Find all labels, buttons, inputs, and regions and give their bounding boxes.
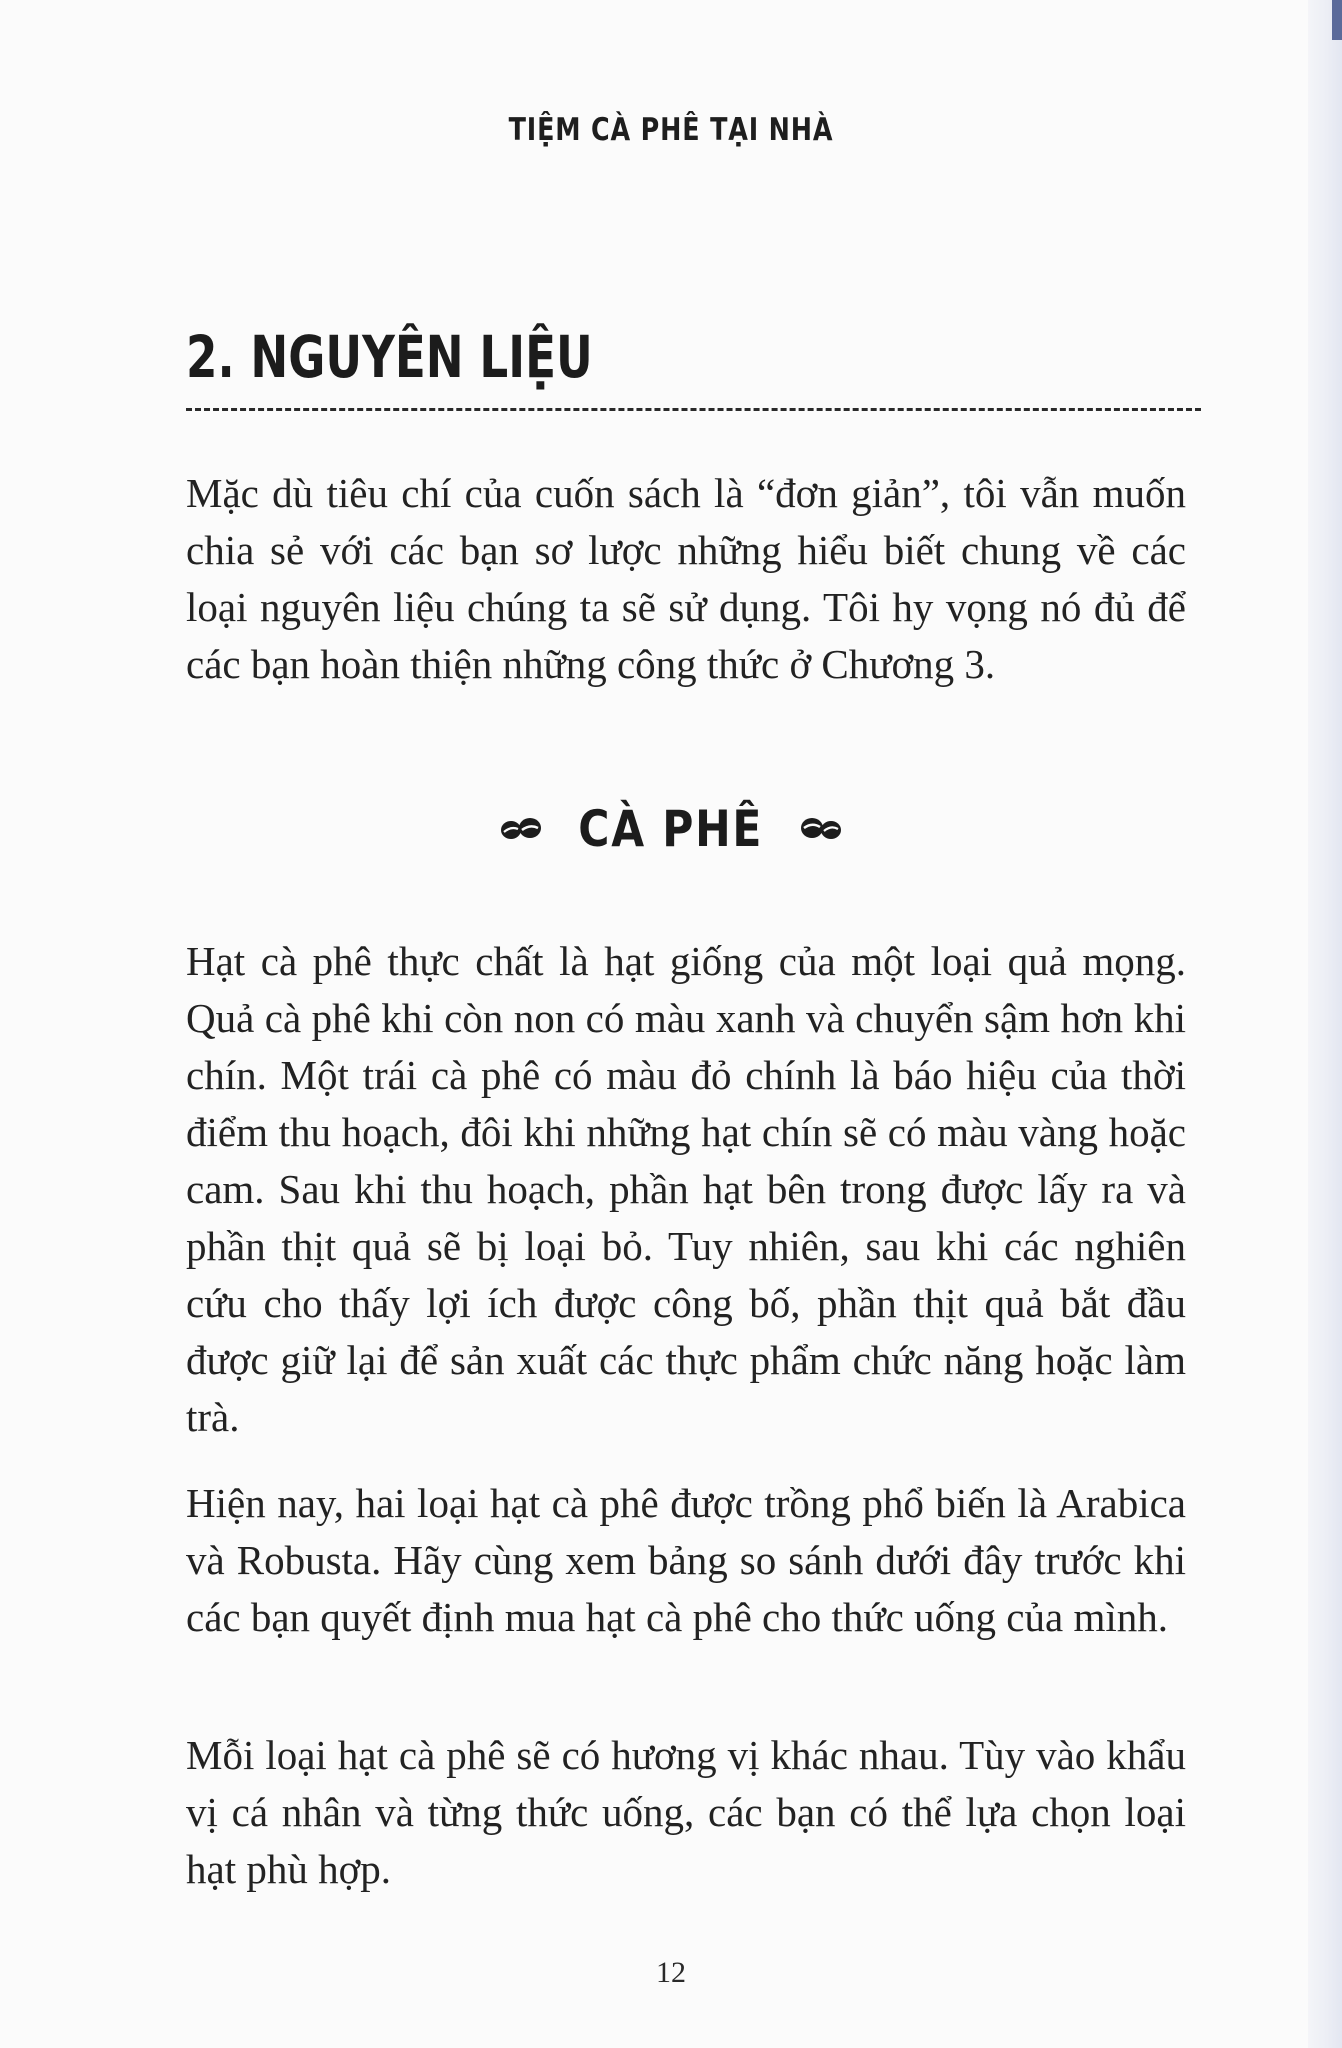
page-edge-shadow — [1308, 0, 1342, 2048]
coffee-bean-icon — [500, 816, 542, 842]
body-paragraph: Hạt cà phê thực chất là hạt giống của một loại quả mọng. Quả cà phê khi còn non có màu xanh và chuyển sậm hơn khi chín. Một trái cà phê có màu đỏ chính là báo hiệu của thời điểm thu hoạch, đôi khi những hạt chín sẽ có màu vàng hoặc cam. Sau khi thu hoạch, phần hạt bên trong được lấy ra và phần thịt quả sẽ bị loại bỏ. Tuy nhiên, sau khi các nghiên cứu cho thấy lợi ích được công bố, phần thịt quả bắt đầu được giữ lại để sản xuất các thực phẩm chức năng hoặc làm trà. — [186, 938, 1186, 1440]
coffee-bean-icon — [800, 816, 842, 842]
page-number: 12 — [656, 1956, 686, 1989]
subheading-coffee — [0, 800, 1342, 858]
body-paragraph: Hiện nay, hai loại hạt cà phê được trồng phổ biến là Arabica và Robusta. Hãy cùng xem bảng so sánh dưới đây trước khi các bạn quyết định mua hạt cà phê cho thức uống của mình. — [186, 1480, 1186, 1640]
dashed-divider — [186, 408, 1201, 411]
subheading-title: CÀ PHÊ — [578, 800, 764, 858]
body-paragraph: Mỗi loại hạt cà phê sẽ có hương vị khác nhau. Tùy vào khẩu vị cá nhân và từng thức uống, các bạn có thể lựa chọn loại hạt phù hợp. — [186, 1732, 1186, 1892]
page-edge-tab — [1332, 0, 1342, 40]
running-head: TIỆM CÀ PHÊ TẠI NHÀ — [508, 112, 834, 148]
section-title: 2. NGUYÊN LIỆU — [186, 323, 593, 391]
intro-paragraph: Mặc dù tiêu chí của cuốn sách là “đơn giản”, tôi vẫn muốn chia sẻ với các bạn sơ lược những hiểu biết chung về các loại nguyên liệu chúng ta sẽ sử dụng. Tôi hy vọng nó đủ để các bạn hoàn thiện những công thức ở Chương 3. — [186, 470, 1186, 687]
